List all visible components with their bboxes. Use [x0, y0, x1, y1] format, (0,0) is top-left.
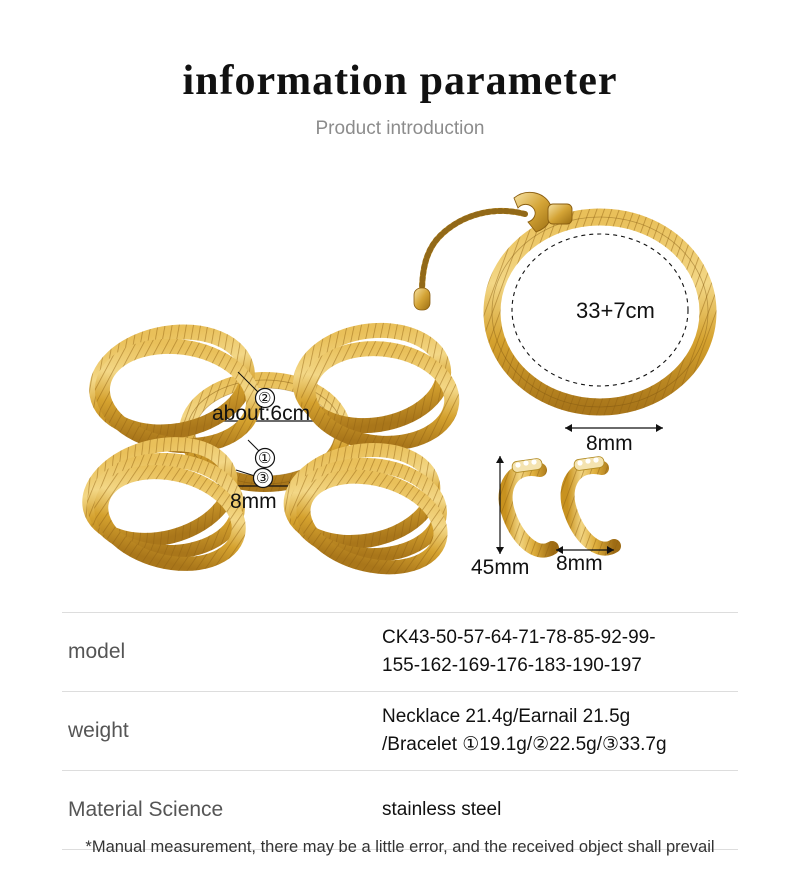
- product-illustration: [0, 170, 800, 600]
- necklace: [414, 192, 708, 407]
- spec-value-weight-line2: /Bracelet ①19.1g/②22.5g/③33.7g: [382, 734, 667, 755]
- annotation-bracelet-width: 8mm: [230, 490, 277, 513]
- spec-value-model-line1: CK43-50-57-64-71-78-85-92-99-: [382, 626, 656, 648]
- annotation-necklace-length: 33+7cm: [576, 298, 655, 323]
- jewelry-diagram: [0, 170, 800, 600]
- bracelet-triple-left: [79, 430, 249, 578]
- spec-label-weight: weight: [68, 719, 129, 742]
- spec-value-material-line1: stainless steel: [382, 798, 502, 820]
- annotation-bracelet-diameter: about:6cm: [212, 402, 311, 425]
- annotation-marker-1: ①: [258, 450, 272, 467]
- necklace-width-arrow: [565, 424, 663, 432]
- spec-label-material: Material Science: [68, 798, 224, 821]
- spec-value-weight: [382, 703, 667, 760]
- table-row: [62, 612, 738, 692]
- spec-value-material: [382, 796, 501, 825]
- annotation-marker-2: ②: [258, 390, 272, 407]
- spec-label-model: model: [68, 640, 126, 663]
- spec-value-model: [382, 624, 656, 681]
- header: [0, 58, 800, 140]
- page-title: information parameter: [182, 58, 618, 104]
- annotation-necklace-width: 8mm: [586, 432, 633, 455]
- page-subtitle: Product introduction: [315, 118, 485, 140]
- annotation-earring-width: 8mm: [556, 552, 603, 575]
- spec-value-model-line2: 155-162-169-176-183-190-197: [382, 655, 642, 676]
- earrings: [496, 456, 614, 554]
- bracelet-triple-right: [283, 439, 450, 581]
- spec-table: [62, 612, 738, 850]
- footnote: *Manual measurement, there may be a little error, and the received object shall prevail: [85, 838, 715, 856]
- table-row: [62, 692, 738, 771]
- annotation-earring-height: 45mm: [471, 556, 530, 579]
- spec-value-weight-line1: Necklace 21.4g/Earnail 21.5g: [382, 705, 631, 727]
- annotation-marker-3: ③: [256, 470, 270, 487]
